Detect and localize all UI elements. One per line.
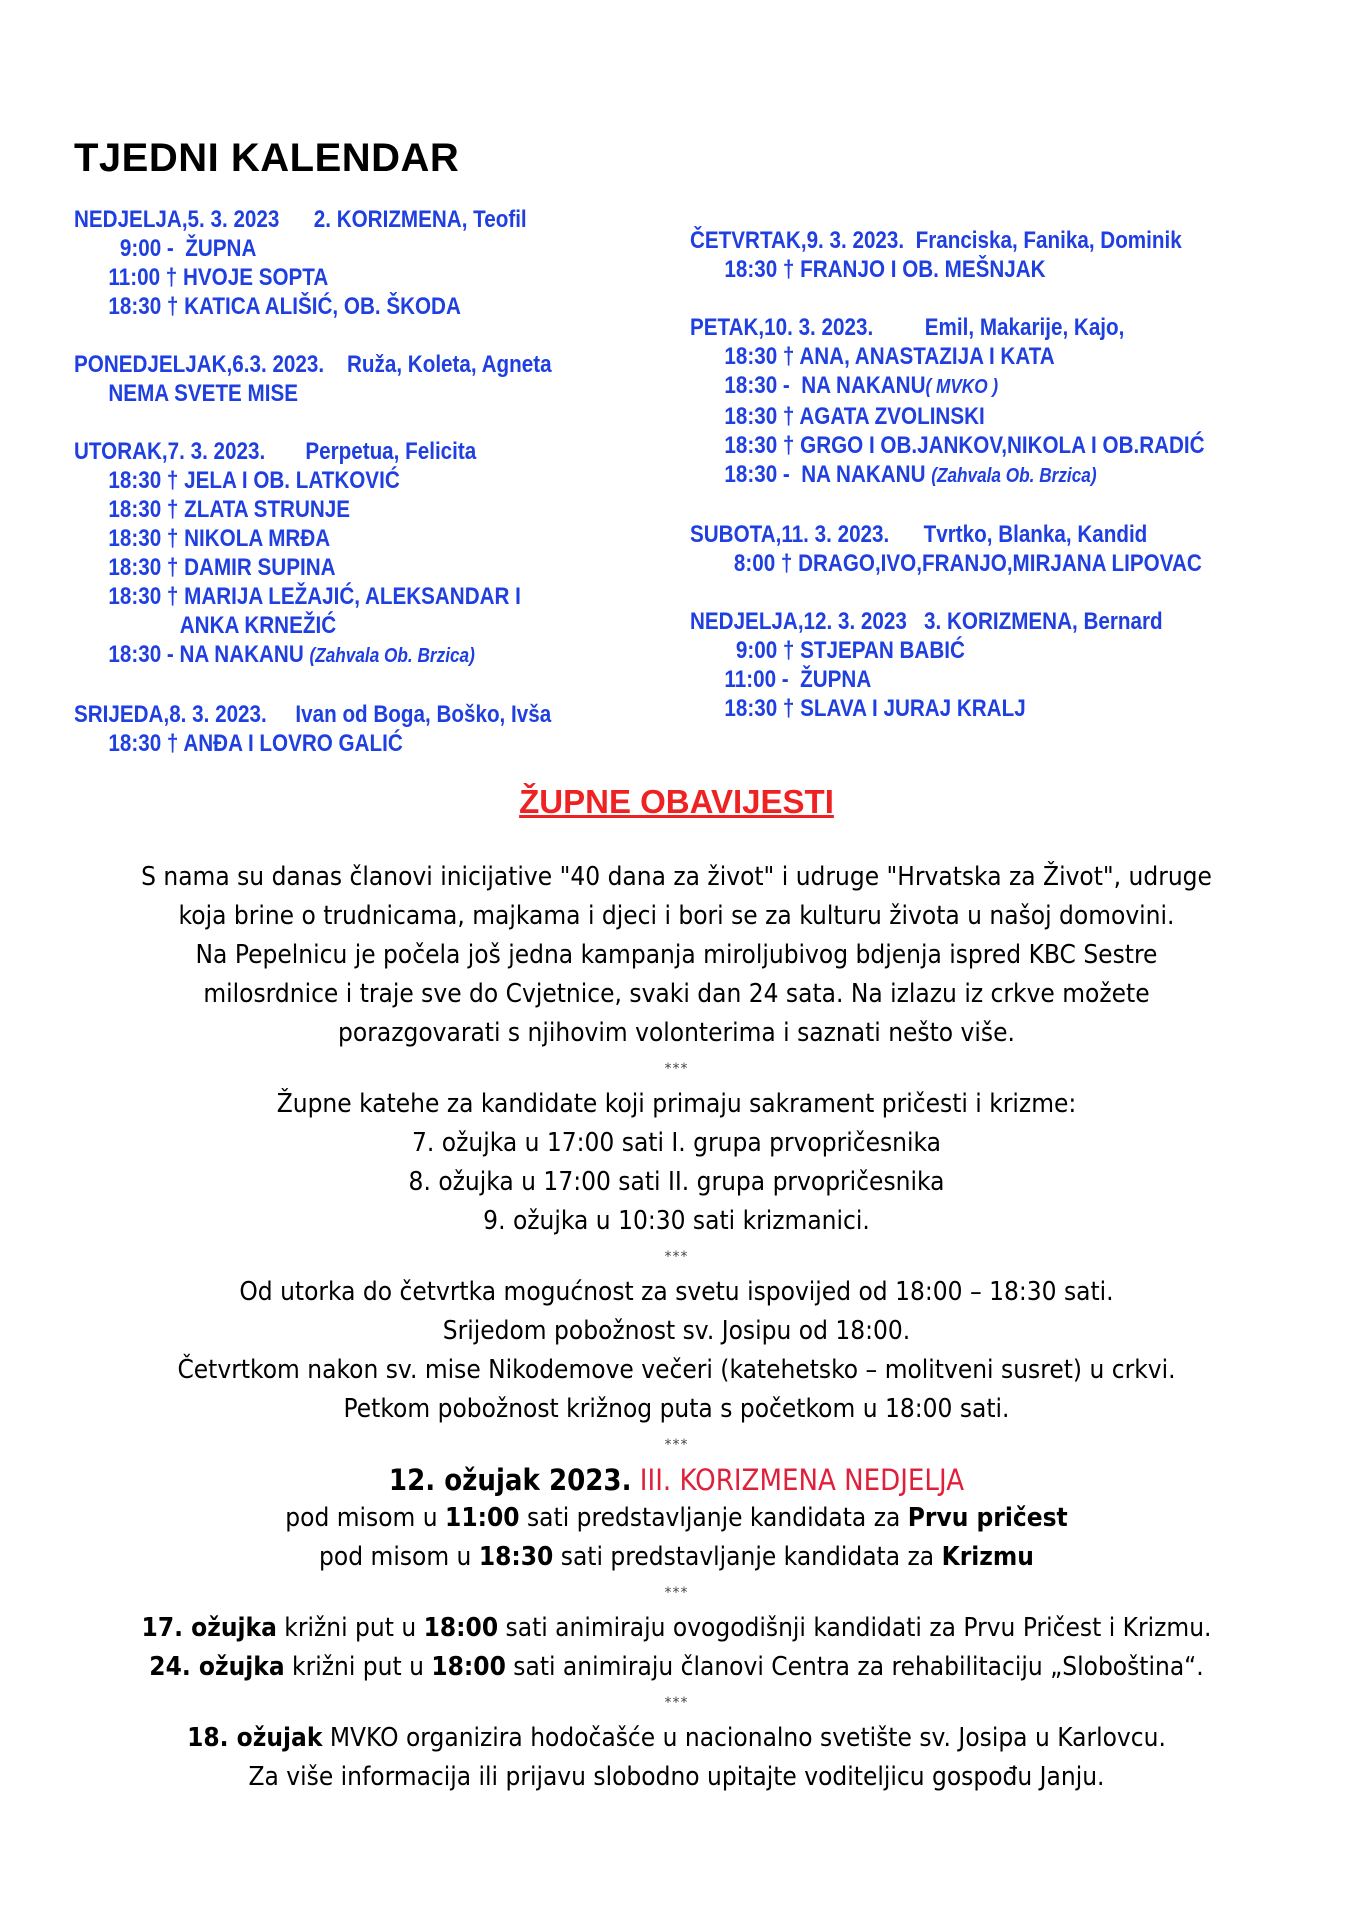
mass-text: ANKA KRNEŽIĆ — [179, 612, 337, 639]
mass-text: 18:30 - NA NAKANU — [724, 372, 926, 399]
mass-entry — [690, 371, 1240, 402]
sacrament-bold: Prvu pričest — [907, 1503, 1068, 1533]
announcement-block-5 — [30, 1609, 1323, 1687]
time-bold: 18:30 — [478, 1542, 554, 1572]
mass-entry — [690, 255, 1240, 284]
announcement-block-4 — [30, 1461, 1323, 1577]
mass-entry — [690, 342, 1240, 371]
text-span: pod misom u — [319, 1542, 479, 1572]
day-heading: PONEDJELJAK,6.3. 2023. Ruža, Koleta, Agneta — [74, 351, 552, 378]
mass-note: ( MVKO ) — [925, 376, 999, 398]
mass-text: 18:30 † ANA, ANASTAZIJA I KATA — [724, 343, 1055, 370]
mass-note: (Zahvala Ob. Brzica) — [309, 645, 475, 667]
announcement-line: 8. ožujka u 17:00 sati II. grupa prvopričesnika — [408, 1167, 945, 1197]
text-span: sati predstavljanje kandidata za — [519, 1503, 908, 1533]
announcement-line — [95, 1609, 1259, 1648]
announcement-line — [95, 1538, 1259, 1577]
calendar-right-column — [690, 226, 1330, 723]
mass-entry — [74, 263, 590, 292]
calendar-day — [74, 205, 674, 321]
separator: *** — [664, 1437, 689, 1453]
announcement-line: koja brine o trudnicama, majkama i djeci i bori se za kulturu života u našoj domovini. — [178, 901, 1175, 931]
mass-entry — [74, 292, 590, 321]
mass-entry — [74, 582, 590, 611]
time-bold: 18:00 — [431, 1652, 506, 1682]
mass-entry — [690, 636, 1240, 665]
mass-entry — [74, 611, 590, 640]
mass-entry — [74, 466, 590, 495]
day-heading: ČETVRTAK,9. 3. 2023. Franciska, Fanika, Dominik — [690, 227, 1182, 254]
day-heading: PETAK,10. 3. 2023. Emil, Makarije, Kajo, — [690, 314, 1125, 341]
mass-entry — [74, 553, 590, 582]
separator: *** — [664, 1249, 689, 1265]
day-heading: NEDJELJA,5. 3. 2023 2. KORIZMENA, Teofil — [74, 206, 527, 233]
mass-text: 9:00 † STJEPAN BABIĆ — [724, 637, 965, 664]
calendar-day — [74, 350, 674, 408]
text-span: križni put u — [284, 1652, 432, 1682]
mass-text: 18:30 † FRANJO I OB. MEŠNJAK — [724, 256, 1046, 283]
announcement-block-6 — [30, 1719, 1323, 1797]
mass-text: 18:30 - NA NAKANU — [108, 641, 310, 668]
mass-entry — [690, 431, 1240, 460]
calendar-day — [690, 313, 1330, 491]
time-bold: 11:00 — [445, 1503, 520, 1533]
day-heading: SUBOTA,11. 3. 2023. Tvrtko, Blanka, Kandid — [690, 521, 1148, 548]
mass-entry — [74, 234, 590, 263]
mass-text: NEMA SVETE MISE — [108, 380, 299, 407]
mass-text: 11:00 - ŽUPNA — [724, 666, 872, 693]
feast-name: III. KORIZMENA NEDJELJA — [631, 1463, 965, 1497]
announcement-line: 9. ožujka u 10:30 sati krizmanici. — [483, 1206, 870, 1236]
text-span: sati predstavljanje kandidata za — [553, 1542, 942, 1572]
mass-text: 11:00 † HVOJE SOPTA — [108, 264, 329, 291]
announcements-title: ŽUPNE OBAVIJESTI — [519, 783, 834, 820]
day-heading: UTORAK,7. 3. 2023. Perpetua, Felicita — [74, 438, 477, 465]
date-bold: 17. ožujka — [141, 1613, 277, 1643]
announcement-block-1 — [30, 858, 1323, 1053]
mass-text: 8:00 † DRAGO,IVO,FRANJO,MIRJANA LIPOVAC — [733, 550, 1202, 577]
separator: *** — [664, 1061, 689, 1077]
mass-text: 18:30 - NA NAKANU — [724, 461, 932, 488]
mass-text: 18:30 † SLAVA I JURAJ KRALJ — [724, 695, 1026, 722]
separator: *** — [664, 1585, 689, 1601]
mass-entry — [690, 402, 1240, 431]
mass-entry — [690, 694, 1240, 723]
mass-text: 18:30 † GRGO I OB.JANKOV,NIKOLA I OB.RADIĆ — [724, 432, 1205, 459]
announcement-line: Na Pepelnicu je počela još jedna kampanja miroljubivog bdjenja ispred KBC Sestre — [195, 940, 1158, 970]
calendar-day — [690, 520, 1330, 578]
announcement-line: porazgovarati s njihovim volonterima i saznati nešto više. — [338, 1018, 1015, 1048]
announcement-line: Petkom pobožnost križnog puta s početkom u 18:00 sati. — [343, 1394, 1010, 1424]
calendar-day — [74, 437, 674, 671]
calendar-day — [690, 607, 1330, 723]
announcement-line — [95, 1499, 1259, 1538]
calendar-day — [690, 226, 1330, 284]
mass-text: 18:30 † AGATA ZVOLINSKI — [724, 403, 985, 430]
calendar-day — [74, 700, 674, 758]
announcement-line: Župne katehe za kandidate koji primaju sakrament pričesti i krizme: — [276, 1089, 1077, 1119]
mass-entry — [74, 495, 590, 524]
announcement-block-2 — [30, 1085, 1323, 1241]
announcements-body — [30, 858, 1323, 1797]
mass-entry — [690, 460, 1240, 491]
announcement-line — [95, 1719, 1259, 1758]
mass-entry — [690, 549, 1240, 578]
text-span: sati animiraju članovi Centra za rehabilitaciju „Sloboština“. — [505, 1652, 1204, 1682]
announcement-line: Srijedom pobožnost sv. Josipu od 18:00. — [442, 1316, 911, 1346]
mass-entry — [74, 729, 590, 758]
announcement-line: 7. ožujka u 17:00 sati I. grupa prvopričesnika — [411, 1128, 942, 1158]
time-bold: 18:00 — [423, 1613, 499, 1643]
announcement-line: Od utorka do četvrtka mogućnost za svetu ispovijed od 18:00 – 18:30 sati. — [239, 1277, 1114, 1307]
calendar-title: TJEDNI KALENDAR — [74, 136, 460, 180]
mass-text: 9:00 - ŽUPNA — [108, 235, 257, 262]
mass-text: 18:30 † KATICA ALIŠIĆ, OB. ŠKODA — [108, 293, 461, 320]
announcement-line — [95, 1648, 1259, 1687]
mass-text: 18:30 † JELA I OB. LATKOVIĆ — [108, 467, 400, 494]
announcement-line: Četvrtkom nakon sv. mise Nikodemove večeri (katehetsko – molitveni susret) u crkvi. — [177, 1355, 1176, 1385]
mass-entry — [74, 379, 590, 408]
date-bold: 18. ožujak — [187, 1723, 323, 1753]
calendar-left-column — [74, 205, 674, 758]
mass-entry — [74, 524, 590, 553]
sacrament-bold: Krizmu — [941, 1542, 1034, 1572]
mass-text: 18:30 † ANĐA I LOVRO GALIĆ — [108, 730, 403, 757]
date-bold: 24. ožujka — [149, 1652, 285, 1682]
mass-note: (Zahvala Ob. Brzica) — [931, 465, 1097, 487]
mass-text: 18:30 † MARIJA LEŽAJIĆ, ALEKSANDAR I — [108, 583, 521, 610]
mass-entry — [74, 640, 590, 671]
text-span: sati animiraju ovogodišnji kandidati za Prvu Pričest i Krizmu. — [498, 1613, 1212, 1643]
announcement-block-3 — [30, 1273, 1323, 1429]
day-heading: SRIJEDA,8. 3. 2023. Ivan od Boga, Boško, Ivša — [74, 701, 552, 728]
mass-entry — [690, 665, 1240, 694]
feast-heading — [95, 1461, 1259, 1499]
mass-text: 18:30 † NIKOLA MRĐA — [108, 525, 331, 552]
announcement-line: S nama su danas članovi inicijative "40 dana za život" i udruge "Hrvatska za Život", udruge — [141, 862, 1212, 892]
separator: *** — [664, 1695, 689, 1711]
day-heading: NEDJELJA,12. 3. 2023 3. KORIZMENA, Bernard — [690, 608, 1163, 635]
mass-text: 18:30 † ZLATA STRUNJE — [108, 496, 351, 523]
announcement-line: milosrdnice i traje sve do Cvjetnice, svaki dan 24 sata. Na izlazu iz crkve možete — [203, 979, 1150, 1009]
text-span: križni put u — [276, 1613, 424, 1643]
announcement-line: Za više informacija ili prijavu slobodno upitajte voditeljicu gospođu Janju. — [248, 1762, 1105, 1792]
text-span: pod misom u — [285, 1503, 446, 1533]
text-span: MVKO organizira hodočašće u nacionalno svetište sv. Josipa u Karlovcu. — [322, 1723, 1166, 1753]
mass-text: 18:30 † DAMIR SUPINA — [108, 554, 336, 581]
feast-date: 12. ožujak 2023. — [388, 1463, 632, 1497]
